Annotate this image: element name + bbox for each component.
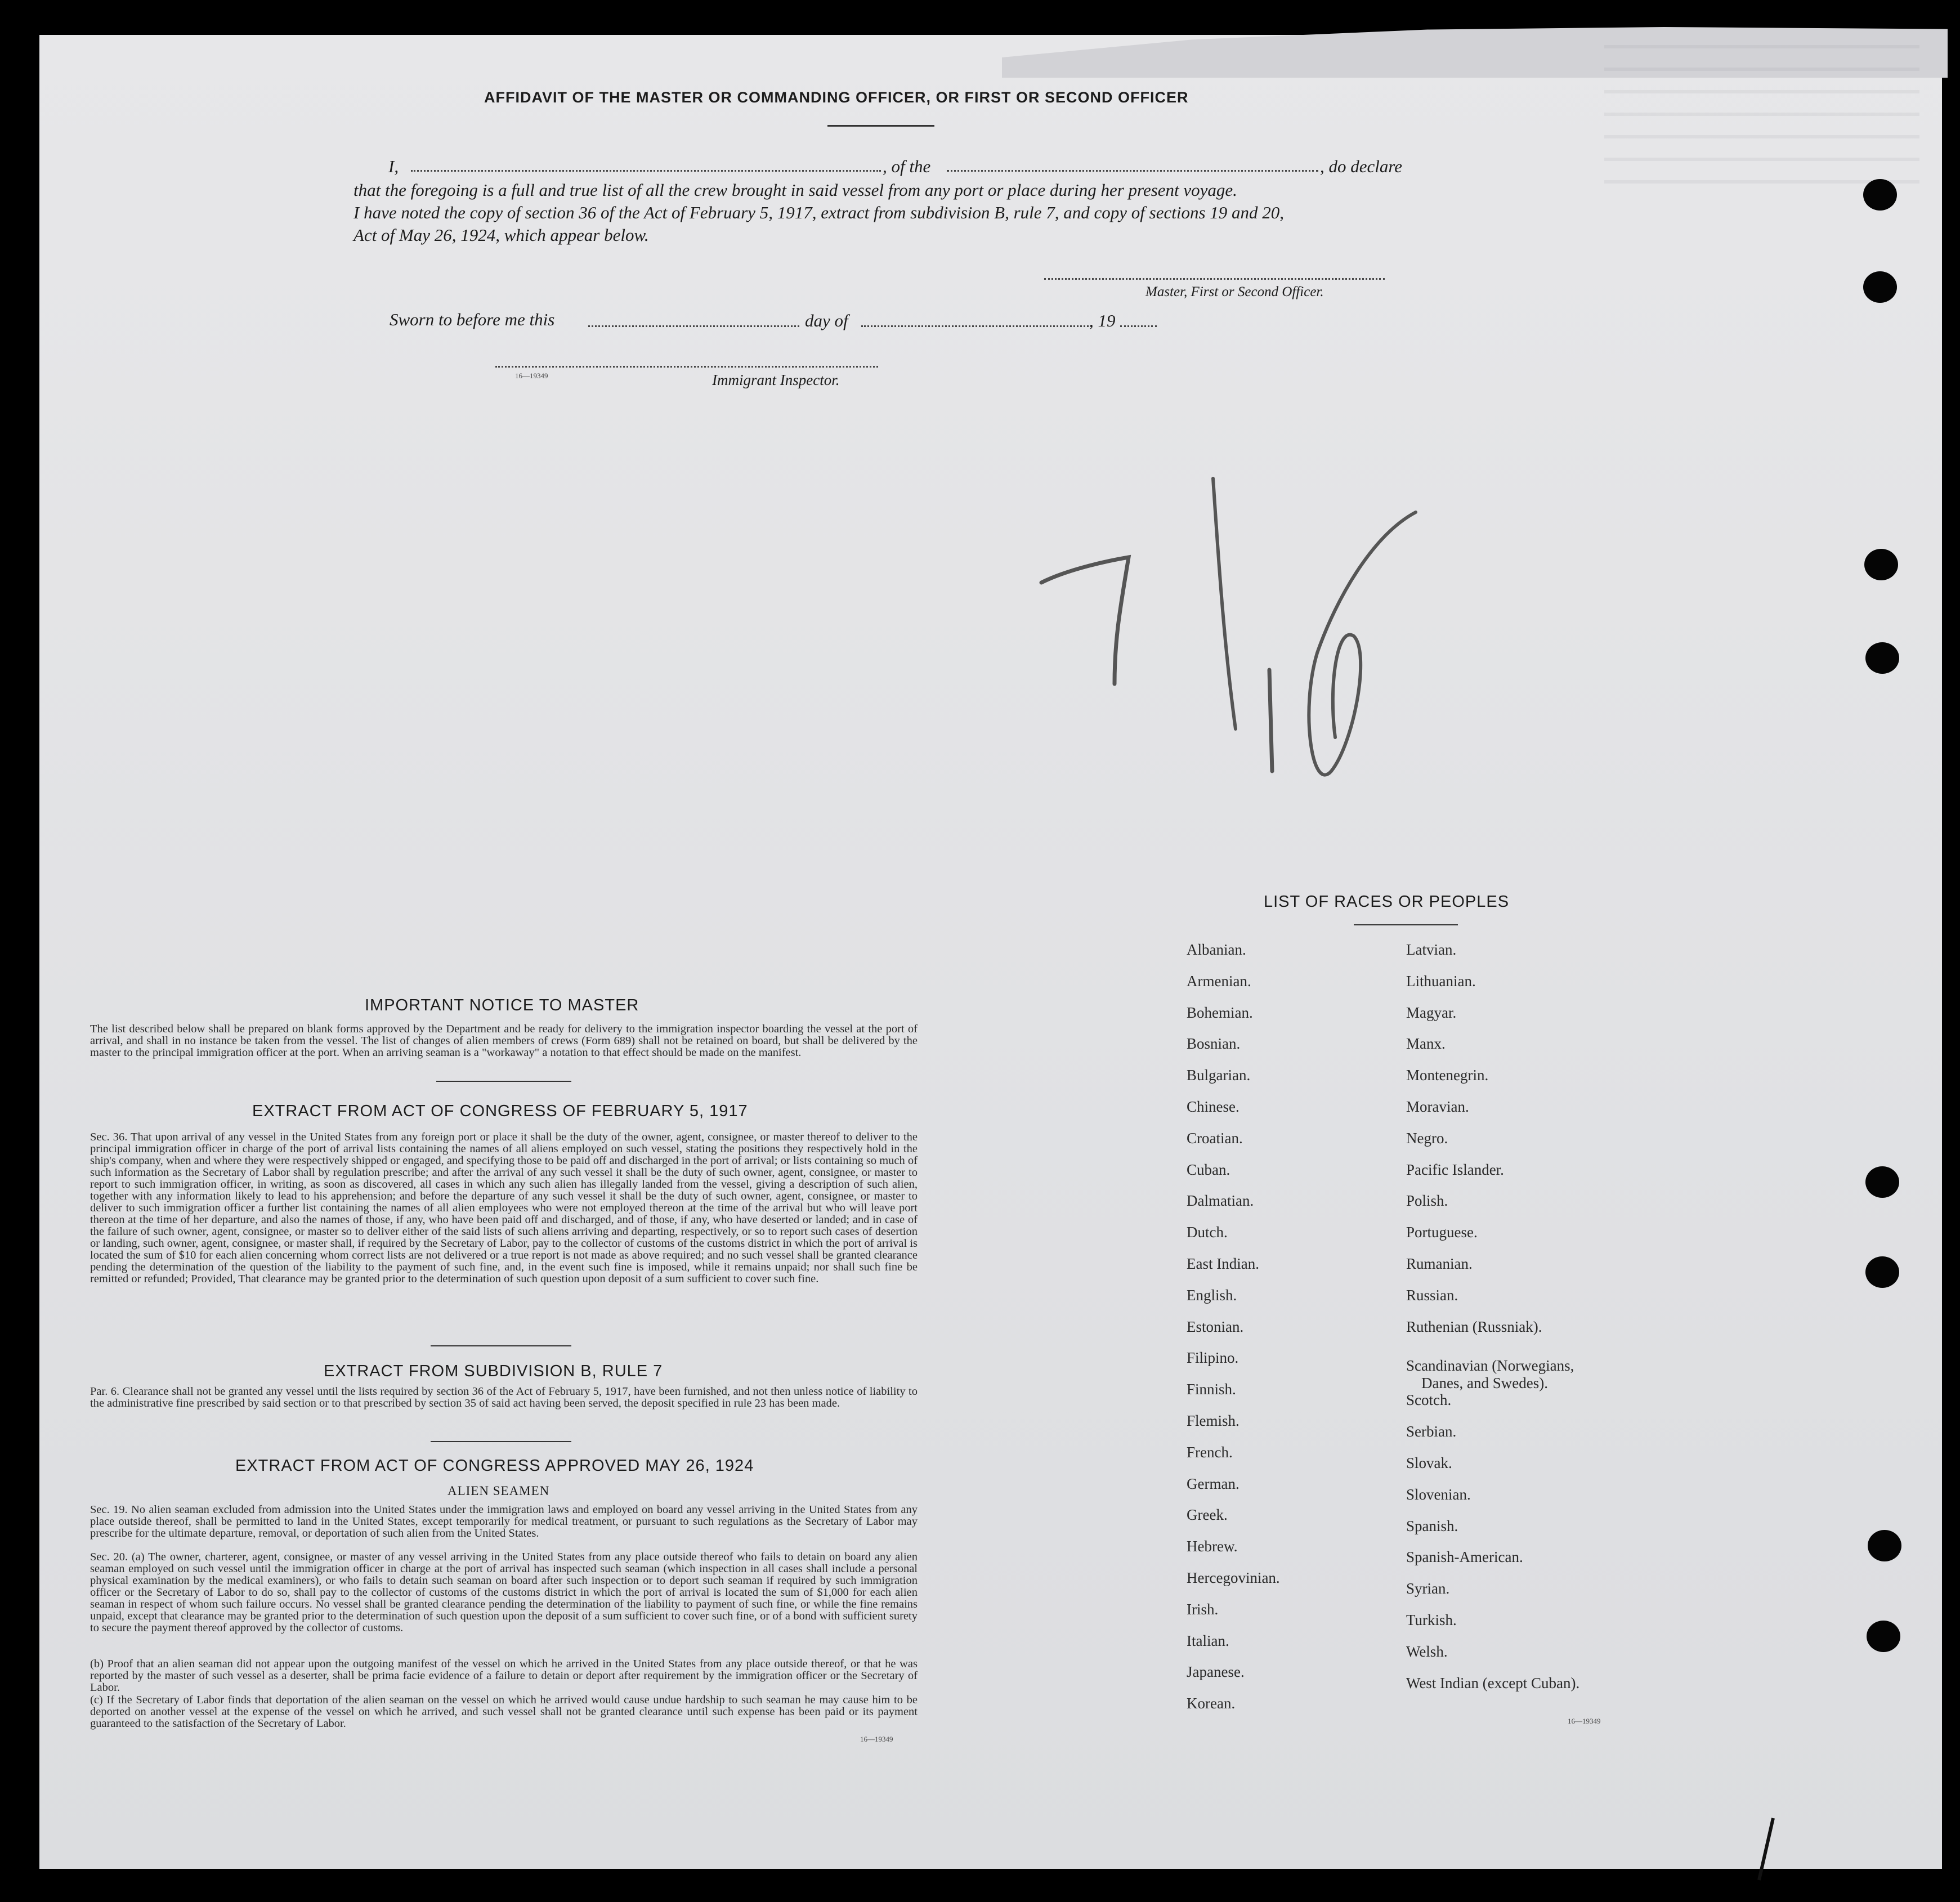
race-item: Portuguese.	[1406, 1224, 1478, 1241]
race-item: Dalmatian.	[1187, 1192, 1254, 1209]
extract-rule7-title: EXTRACT FROM SUBDIVISION B, RULE 7	[324, 1362, 663, 1380]
extract-1924-form-number: 16—19349	[860, 1735, 893, 1743]
affidavit-line-3: I have noted the copy of section 36 of the Act of February 5, 1917, extract from subdivision B, rule 7, and copy of sections 19 and 20,	[353, 203, 1285, 222]
race-item: Scandinavian (Norwegians,	[1406, 1357, 1574, 1375]
race-item: Manx.	[1406, 1035, 1446, 1052]
race-item: Hercegovinian.	[1187, 1569, 1280, 1586]
sworn-day-blank[interactable]	[588, 325, 799, 327]
race-item: Latvian.	[1406, 941, 1457, 958]
race-item: Chinese.	[1187, 1098, 1239, 1115]
name-blank[interactable]	[411, 170, 881, 172]
binder-hole	[1865, 642, 1899, 674]
race-item: Albanian.	[1187, 941, 1246, 958]
race-item: Dutch.	[1187, 1224, 1228, 1241]
binder-hole	[1863, 271, 1897, 303]
race-item: Slovenian.	[1406, 1486, 1471, 1503]
extract-rule7-rule	[431, 1441, 571, 1442]
title-rule	[827, 125, 934, 127]
race-item: Negro.	[1406, 1130, 1448, 1147]
affidavit-do-declare: , do declare	[1320, 156, 1403, 176]
race-item: Serbian.	[1406, 1423, 1457, 1440]
binder-hole	[1865, 1256, 1899, 1288]
race-item: Flemish.	[1187, 1412, 1239, 1429]
binder-hole	[1864, 549, 1898, 580]
notice-rule	[436, 1081, 571, 1082]
race-item: Turkish.	[1406, 1612, 1457, 1628]
extract-1917-rule	[431, 1345, 571, 1346]
affidavit-title: AFFIDAVIT OF THE MASTER OR COMMANDING OFFICER, OR FIRST OR SECOND OFFICER	[484, 89, 1189, 106]
race-item: East Indian.	[1187, 1255, 1259, 1272]
notice-body: The list described below shall be prepared on blank forms approved by the Department and be ready for delivery to the immigration inspector boarding the vessel at the port of arrival, and shall in no instance be taken from the vessel. The list of changes of alien members of crews (Form 689) shall not be retained on board, but shall be delivered by the master to the principal immigration officer at the port. When an arriving seaman is a "workaway" a notation to that effect should be made on the manifest.	[90, 1023, 918, 1059]
binder-hole	[1863, 179, 1897, 211]
extract-1924-sec20a: Sec. 20. (a) The owner, charterer, agent, consignee, or master of any vessel arriving in the United States from any place outside thereof who fails to detain on board any alien seaman employed on such vessel until the immigration officer in charge at the port of arrival has inspected such seaman (which inspection in all cases shall include a personal physical examination by the medical examiners), or who fails to detain such seaman on board after such inspection or to deport such seaman if required by such immigration officer or the Secretary of Labor to do so, shall pay to the collector of customs of the customs district in which the port of arrival is located the sum of $1,000 for each alien seaman in respect of whom such failure occurs. No vessel shall be granted clearance pending the determination of the liability to payment of such fine, or while the fine remains unpaid, except that clearance may be granted prior to the determination of such question upon the deposit of a sum sufficient to cover such fine, or of a bond with sufficient surety to secure the payment thereof approved by the collector of customs.	[90, 1551, 918, 1634]
binder-hole	[1865, 1166, 1899, 1198]
race-item: German.	[1187, 1475, 1239, 1492]
extract-1924-sec20b: (b) Proof that an alien seaman did not appear upon the outgoing manifest of the vessel on which he arrived in the United States from any place outside thereof, or that he was reported by the master of such vessel as a deserter, shall be prima facie evidence of a failure to detain or deport after requirement by the immigration officer or the Secretary of Labor.	[90, 1658, 918, 1694]
race-item: Moravian.	[1406, 1098, 1469, 1115]
race-item: English.	[1187, 1287, 1237, 1304]
race-item: Syrian.	[1406, 1580, 1450, 1597]
year-label: , 19	[1089, 311, 1116, 330]
race-item: Polish.	[1406, 1192, 1448, 1209]
race-item: Welsh.	[1406, 1643, 1448, 1660]
race-item: Korean.	[1187, 1695, 1236, 1712]
race-item: Montenegrin.	[1406, 1067, 1489, 1084]
race-item: Ruthenian (Russniak).	[1406, 1318, 1542, 1335]
race-item: Slovak.	[1406, 1455, 1452, 1471]
race-item: Finnish.	[1187, 1381, 1236, 1398]
sworn-label: Sworn to before me this	[390, 310, 555, 329]
races-rule	[1354, 924, 1458, 925]
race-item: Armenian.	[1187, 973, 1251, 990]
race-item: Bosnian.	[1187, 1035, 1241, 1052]
race-item: Irish.	[1187, 1601, 1219, 1618]
race-item: Japanese.	[1187, 1663, 1245, 1680]
extract-1917-title: EXTRACT FROM ACT OF CONGRESS OF FEBRUARY 5, 1917	[252, 1102, 748, 1120]
affidavit-line-2: that the foregoing is a full and true list of all the crew brought in said vessel from any port or place during her present voyage.	[353, 180, 1237, 200]
race-item: Spanish-American.	[1406, 1549, 1523, 1565]
races-title: LIST OF RACES OR PEOPLES	[1264, 893, 1510, 911]
race-item: Italian.	[1187, 1632, 1229, 1649]
extract-1924-title: EXTRACT FROM ACT OF CONGRESS APPROVED MAY 26, 1924	[235, 1457, 754, 1475]
master-signature-label: Master, First or Second Officer.	[1145, 284, 1324, 299]
extract-1924-sec20c: (c) If the Secretary of Labor finds that deportation of the alien seaman on the vessel on which he arrived would cause undue hardship to such seaman he may cause him to be deported on another vessel at the expense of the vessel on which he arrived, and such vessel shall not be granted clearance until such expense has been paid or its payment guaranteed to the satisfaction of the Secretary of Labor.	[90, 1694, 918, 1730]
race-item: Filipino.	[1187, 1349, 1239, 1366]
race-item: Lithuanian.	[1406, 973, 1476, 990]
race-item: Pacific Islander.	[1406, 1161, 1504, 1178]
race-item: Magyar.	[1406, 1004, 1457, 1021]
binder-hole	[1868, 1530, 1901, 1561]
sworn-year-blank[interactable]	[1120, 325, 1157, 327]
vessel-blank[interactable]	[947, 170, 1318, 172]
sworn-month-blank[interactable]	[861, 325, 1092, 327]
binder-hole	[1867, 1621, 1900, 1652]
race-item: Danes, and Swedes).	[1421, 1375, 1548, 1392]
race-item: Russian.	[1406, 1287, 1458, 1304]
race-item: Greek.	[1187, 1506, 1228, 1523]
extract-1917-body: Sec. 36. That upon arrival of any vessel in the United States from any foreign port or place it shall be the duty of the owner, agent, consignee, or master thereof to deliver to the principal immigration officer in charge of the port of arrival lists containing the names of all aliens employed on such vessel, stating the positions they respectively hold in the ship's company, when and where they were respectively shipped or engaged, and specifying those to be paid off and discharged in the port of arrival; or lists containing so much of such information as the Secretary of Labor shall by regulation prescribe; and after the arrival of any such vessel it shall be the duty of such owner, agent, consignee, or master to report to such immigration officer, in writing, as soon as discovered, all cases in which any such alien has illegally landed from the vessel, giving a description of such alien, together with any information likely to lead to his apprehension; and before the departure of any such vessel it shall be the duty of such owner, agent, consignee, or master to deliver to such immigration officer a further list containing the names of all alien employees who were not employed thereon at the time of the arrival but who will leave port thereon at the time of her departure, and also the names of those, if any, who have been paid off and discharged, and of those, if any, who have deserted or landed; and in case of the failure of such owner, agent, consignee, or master so to deliver either of the said lists of such aliens arriving and departing, respectively, or so to report such cases of desertion or landing, such owner, agent, consignee, or master shall, if required by the Secretary of Labor, pay to the collector of customs of the customs district in which the port of arrival is located the sum of $10 for each alien concerning whom correct lists are not delivered or a true report is not made as above required; and no such vessel shall be granted clearance pending the determination of the question of the liability to the payment of such fine, and, in the event such fine is imposed, while it remains unpaid; nor shall such fine be remitted or refunded; Provided, That clearance may be granted prior to the determination of such question upon deposit of a sum sufficient to cover such fine.	[90, 1131, 918, 1285]
race-item: West Indian (except Cuban).	[1406, 1675, 1580, 1691]
bleed-through-text	[1604, 45, 1919, 191]
affidavit-form-number: 16—19349	[515, 372, 548, 380]
affidavit-line-4: Act of May 26, 1924, which appear below.	[353, 225, 649, 245]
inspector-label: Immigrant Inspector.	[712, 372, 840, 388]
master-signature-line[interactable]	[1044, 278, 1385, 280]
race-item: Cuban.	[1187, 1161, 1230, 1178]
race-item: Croatian.	[1187, 1130, 1243, 1147]
day-of-label: day of	[805, 311, 848, 330]
race-item: Scotch.	[1406, 1391, 1452, 1408]
extract-rule7-body: Par. 6. Clearance shall not be granted any vessel until the lists required by section 36 of the Act of February 5, 1917, have been furnished, and not then unless notice of liability to the administrative fine prescribed by said section or to that prescribed by section 35 of said act having been served, the deposit specified in rule 23 has been made.	[90, 1385, 918, 1409]
notice-title: IMPORTANT NOTICE TO MASTER	[365, 996, 639, 1014]
affidavit-i-label: I,	[388, 156, 399, 176]
affidavit-of-the: , of the	[883, 156, 931, 176]
race-item: Hebrew.	[1187, 1538, 1238, 1555]
inspector-signature-line[interactable]	[495, 366, 878, 368]
race-item: Rumanian.	[1406, 1255, 1473, 1272]
race-item: Bohemian.	[1187, 1004, 1253, 1021]
race-item: Estonian.	[1187, 1318, 1244, 1335]
races-form-number: 16—19349	[1568, 1717, 1601, 1725]
extract-1924-subtitle: ALIEN SEAMEN	[448, 1484, 550, 1498]
extract-1924-sec19: Sec. 19. No alien seaman excluded from admission into the United States under the immigration laws and employed on board any vessel arriving in the United States from any place outside thereof, shall be permitted to land in the United States, except temporarily for medical treatment, or pursuant to such regulations as the Secretary of Labor may prescribe for the ultimate departure, removal, or deportation of such alien from the United States.	[90, 1503, 918, 1539]
race-item: Spanish.	[1406, 1518, 1458, 1534]
race-item: French.	[1187, 1444, 1233, 1461]
race-item: Bulgarian.	[1187, 1067, 1251, 1084]
